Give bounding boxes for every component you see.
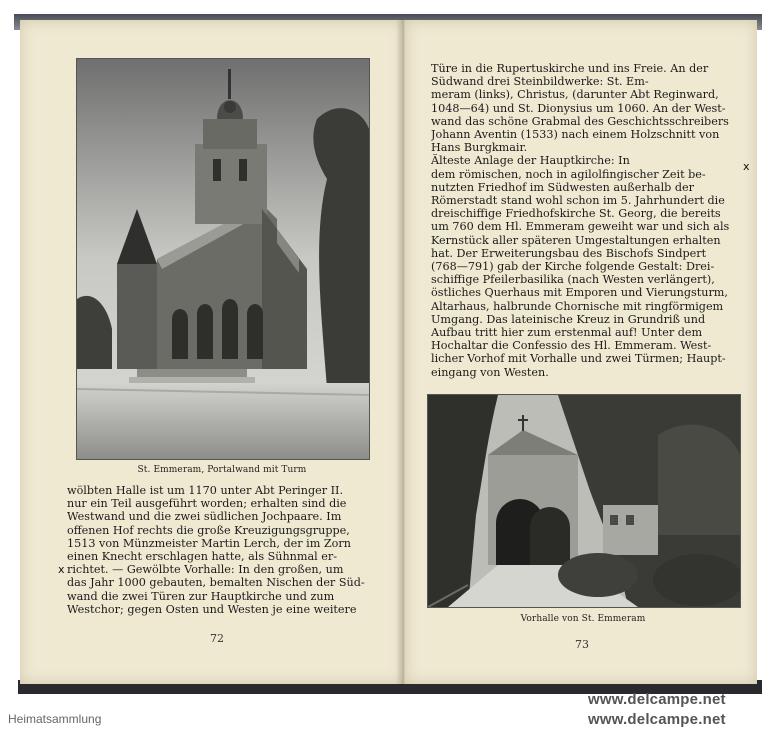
text-line: Altarhaus, halbrunde Chornische mit ringförmigem [431, 299, 724, 313]
text-line: Älteste Anlage der Hauptkirche: In [431, 154, 630, 168]
watermark: www.delcampe.net [588, 711, 726, 728]
text-line: licher Vorhof mit Vorhalle und zwei Türmen; Haupt- [431, 352, 726, 366]
page-number: 72 [210, 632, 224, 645]
text-line: Westwand und die zwei südlichen Jochpaare. Im [67, 510, 342, 524]
text-line: Hochaltar die Confessio des Hl. Emmeram. West- [431, 339, 712, 353]
text-line: hat. Der Erweiterungsbau des Bischofs Sindpert [431, 246, 707, 260]
text-line: Kernstück aller späteren Umgestaltungen erhalten [431, 233, 721, 247]
text-line: (768—791) gab der Kirche folgende Gestalt: Drei- [431, 260, 715, 274]
text-line: wölbten Halle ist um 1170 unter Abt Peringer II. [67, 484, 344, 497]
text-line: Aufbau tritt hier zum erstenmal auf! Unter dem [431, 326, 703, 340]
photo-caption: St. Emmeram, Portalwand mit Turm [137, 465, 307, 475]
text-line: Südwand drei Steinbildwerke: St. Em- [431, 75, 649, 89]
right-page [404, 20, 757, 684]
page-number: 73 [575, 638, 589, 651]
text-line: Westchor; gegen Osten und Westen je eine weitere [67, 602, 357, 616]
text-line: östliches Querhaus mit Emporen und Vierungsturm, [431, 286, 728, 300]
text-line: dreischiffige Friedhofskirche St. Georg, die bereits [431, 207, 721, 221]
text-line: Hans Burgkmair. [431, 141, 528, 155]
church-tower-photo [76, 58, 370, 460]
text-line: das Jahr 1000 gebauten, bemalten Nischen der Süd- [67, 576, 365, 590]
text-line: schiffige Pfeilerbasilika (nach Westen verlängert), [431, 273, 715, 287]
text-line: Johann Aventin (1533) nach einem Holzschnitt von [431, 128, 720, 142]
text-line: wand das schöne Grabmal des Geschichtsschreibers [431, 114, 729, 128]
text-line: wand die zwei Türen zur Hauptkirche und zum [67, 589, 335, 603]
body-text-right [431, 62, 743, 379]
church-tower-illustration [77, 59, 369, 459]
vorhalle-photo [427, 394, 741, 608]
body-text-left [67, 484, 377, 616]
text-line: 1513 von Münzmeister Martin Lerch, der im Zorn [67, 536, 351, 550]
text-line: offenen Hof rechts die große Kreuzigungsgruppe, [67, 523, 350, 537]
text-line: meram (links), Christus, (darunter Abt Reginward, [431, 88, 719, 102]
text-line: eingang von Westen. [431, 365, 549, 379]
text-line: dem römischen, noch in agilolfingischer Zeit be- [431, 167, 706, 181]
watermark: www.delcampe.net [588, 691, 726, 708]
text-line: um 760 dem Hl. Emmeram geweiht war und sich als [431, 220, 730, 234]
text-line: einen Knecht erschlagen hatte, als Sühnmal er- [67, 550, 338, 564]
text-line: Umgang. Das lateinische Kreuz in Grundriß und [431, 312, 706, 326]
text-line: nutzten Friedhof im Südwesten außerhalb der [431, 180, 694, 194]
text-line: Türe in die Rupertuskirche und ins Freie. An der [431, 62, 709, 75]
vorhalle-illustration [428, 395, 740, 607]
text-line: Römerstadt stand wohl schon im 5. Jahrhundert die [431, 194, 725, 208]
margin-mark: x [58, 563, 65, 576]
heimatsammlung-label: Heimatsammlung [8, 712, 102, 726]
margin-mark: x [743, 160, 750, 173]
text-line: nur ein Teil ausgeführt worden; erhalten sind die [67, 497, 347, 511]
text-line: richtet. — Gewölbte Vorhalle: In den großen, um [67, 563, 344, 577]
photo-caption: Vorhalle von St. Emmeram [520, 614, 646, 624]
left-page [20, 20, 405, 684]
text-line: 1048—64) und St. Dionysius um 1060. An der West- [431, 101, 726, 115]
